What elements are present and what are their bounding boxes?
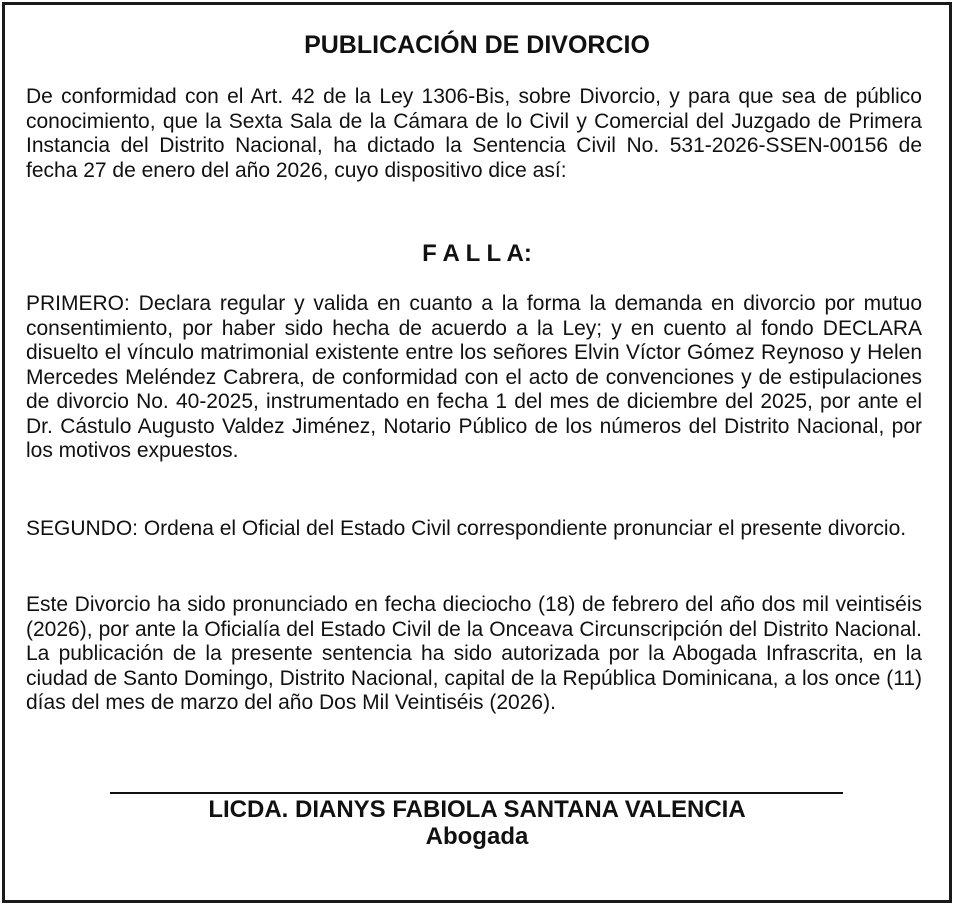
closing-paragraph: Este Divorcio ha sido pronunciado en fecha dieciocho (18) de febrero del año dos mil veintiséis (2026), por ante la Oficialía del Estado Civil de la Onceava Circunscripción del Distrito Nacional. La publicación de la presente sentencia ha sido autorizada por la Abogada Infrascrita, en la ciudad de Santo Domingo, Distrito Nacional, capital de la República Dominicana, a los once (11) días del mes de marzo del año Dos Mil Veintiséis (2026).	[26, 593, 922, 714]
falla-heading: F A L L A:	[422, 240, 532, 267]
signature-line	[110, 792, 843, 794]
signatory-name: LICDA. DIANYS FABIOLA SANTANA VALENCIA	[208, 796, 746, 823]
signatory-role: Abogada	[425, 823, 529, 850]
notice-title: PUBLICACIÓN DE DIVORCIO	[304, 31, 650, 59]
primero-paragraph: PRIMERO: Declara regular y valida en cuanto a la forma la demanda en divorcio por mutuo consentimiento, por haber sido hecha de acuerdo a la Ley; y en cuento al fondo DECLARA disuelto el vínculo matrimonial existente entre los señores Elvin Víctor Gómez Reynoso y Helen Mercedes Meléndez Cabrera, de conformidad con el acto de convenciones y de estipulaciones de divorcio No. 40-2025, instrumentado en fecha 1 del mes de diciembre del 2025, por ante el Dr. Cástulo Augusto Valdez Jiménez, Notario Público de los números del Distrito Nacional, por los motivos expuestos.	[26, 292, 922, 462]
notice-frame	[2, 2, 952, 903]
segundo-paragraph: SEGUNDO: Ordena el Oficial del Estado Civil correspondiente pronunciar el presente divorcio.	[26, 517, 907, 540]
intro-paragraph: De conformidad con el Art. 42 de la Ley 1306-Bis, sobre Divorcio, y para que sea de público conocimiento, que la Sexta Sala de la Cámara de lo Civil y Comercial del Juzgado de Primera Instancia del Distrito Nacional, ha dictado la Sentencia Civil No. 531-2026-SSEN-00156 de fecha 27 de enero del año 2026, cuyo dispositivo dice así:	[26, 85, 922, 182]
